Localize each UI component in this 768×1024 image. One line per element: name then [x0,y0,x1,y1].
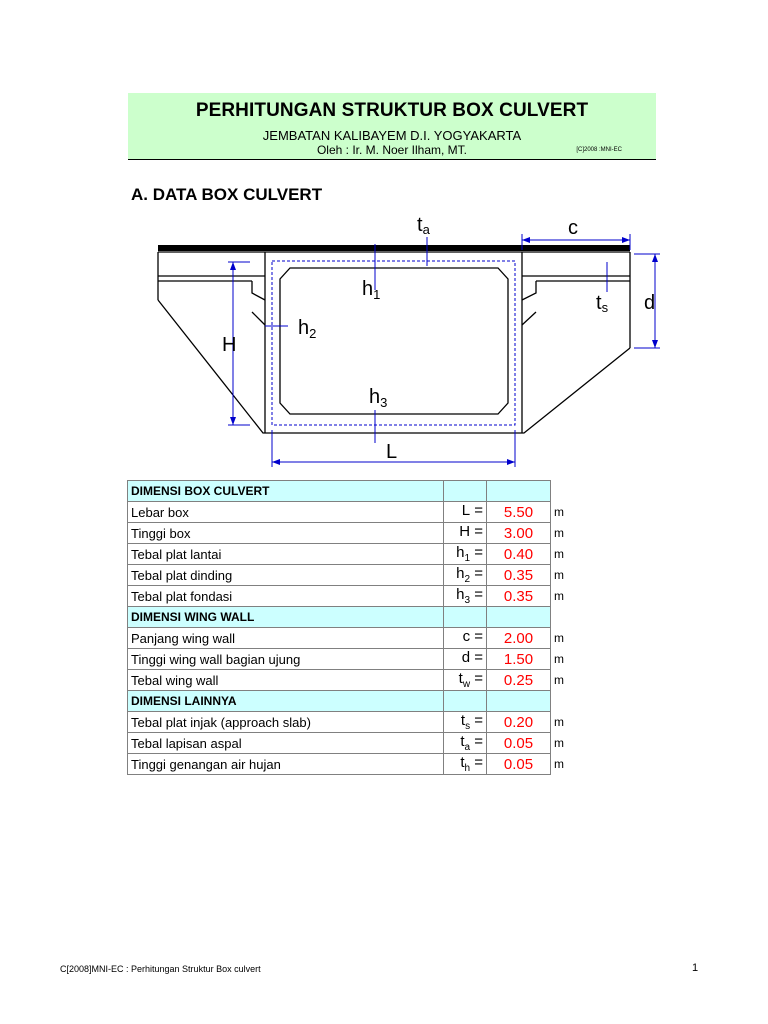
table-row: Tebal plat fondasi $h_3$ = 0.35 m [128,586,571,607]
value-cell: 0.25 [487,670,551,691]
table-row: Tebal lapisan aspal $t_a$ = 0.05 m [128,733,571,754]
table-row: Tebal plat lantai $h_1$ = 0.40 m [128,544,571,565]
section-header-row [128,607,571,628]
label-L: L [386,441,398,463]
project-subtitle: JEMBATAN KALIBAYEM D.I. YOGYAKARTA [262,128,522,143]
page-title: PERHITUNGAN STRUKTUR BOX CULVERT [195,100,589,121]
label-H: H [222,334,237,356]
value-cell: 0.05 [487,733,551,754]
box-culvert-diagram [0,0,768,480]
author-line: Oleh : Ir. M. Noer Ilham, MT. [316,143,468,157]
table-row: Tebal plat dinding $h_2$ = 0.35 m [128,565,571,586]
label-h2: $h_2$ [298,317,317,341]
section-header-row [128,691,571,712]
section-header-wing: DIMENSI WING WALL [128,607,444,628]
section-title: A. DATA BOX CULVERT [131,185,323,204]
value-cell: 0.40 [487,544,551,565]
value-cell: 0.05 [487,754,551,775]
value-cell: 2.00 [487,628,551,649]
label-ta: ta [417,214,430,237]
value-cell: 0.35 [487,586,551,607]
section-header-box: DIMENSI BOX CULVERT [128,481,444,502]
page-number: 1 [692,962,699,974]
table-row: Tinggi genangan air hujan $t_h$ = 0.05 m [128,754,571,775]
section-header-other: DIMENSI LAINNYA [128,691,444,712]
dimension-table [127,480,571,775]
table-row: Tebal wing wall $t_w$ = 0.25 m [128,670,571,691]
label-h3: $h_3$ [369,386,388,410]
table-row: Lebar box L = 5.50 m [128,502,571,523]
footer-text: C[2008]MNI-EC : Perhitungan Struktur Box culvert [60,964,261,974]
value-cell: 1.50 [487,649,551,670]
label-c: c [568,217,578,239]
table-row: Tebal plat injak (approach slab) $t_s$ = 0.20 m [128,712,571,733]
value-cell: 0.20 [487,712,551,733]
value-cell: 3.00 [487,523,551,544]
label-ts: ts [596,292,609,315]
value-cell: 5.50 [487,502,551,523]
section-header-row [128,481,571,502]
table-row: Tinggi box H = 3.00 m [128,523,571,544]
table-row: Panjang wing wall c = 2.00 m [128,628,571,649]
value-cell: 0.35 [487,565,551,586]
copyright-note: [C]2008 :MNI-EC [576,147,622,153]
table-row: Tinggi wing wall bagian ujung d = 1.50 m [128,649,571,670]
label-d: d [644,292,656,314]
label-h1: $h_1$ [362,278,381,302]
